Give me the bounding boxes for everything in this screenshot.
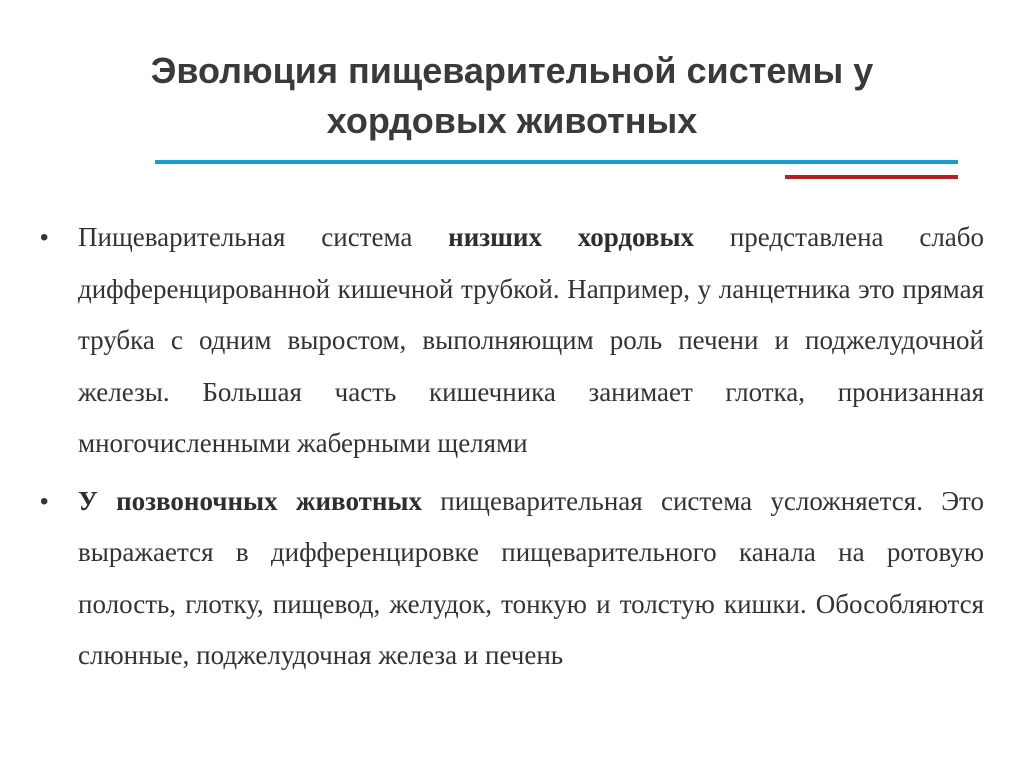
bullet-rest: пищеварительная система усложняется. Это выражается в дифференцировке пищеварительного канала на ротовую полость, глотку, пищевод, желудок, тонкую и толстую кишки. Обособляются слюнные, поджелудочная железа и печень: [78, 485, 984, 670]
bullet-text: [78, 476, 984, 682]
bullet-lead: Пищеварительная система: [78, 222, 449, 252]
title-underline-blue: [155, 160, 958, 164]
bullet-bold-term: низших хордовых: [448, 222, 695, 252]
bullet-text: [78, 212, 984, 470]
slide-title: [30, 46, 994, 146]
bullet-dot-icon: •: [40, 487, 49, 515]
bullet-list: [40, 212, 984, 688]
bullet-item-vertebrates: [40, 476, 984, 682]
title-line-2: хордовых животных: [326, 100, 698, 141]
bullet-rest: представлена слабо дифференцированной кишечной трубкой. Например, у ланцетника это прямая трубка с одним выростом, выполняющим роль печени и поджелудочной железы. Большая часть кишечника занимает глотка, пронизанная многочисленными жаберными щелями: [78, 222, 985, 458]
bullet-dot-icon: •: [40, 224, 49, 251]
bullet-bold-term: У позвоночных животных: [78, 485, 422, 516]
title-line-1: Эволюция пищеварительной системы у: [150, 50, 874, 91]
bullet-item-lower-chordates: [40, 212, 984, 470]
title-underline-red: [785, 175, 958, 179]
